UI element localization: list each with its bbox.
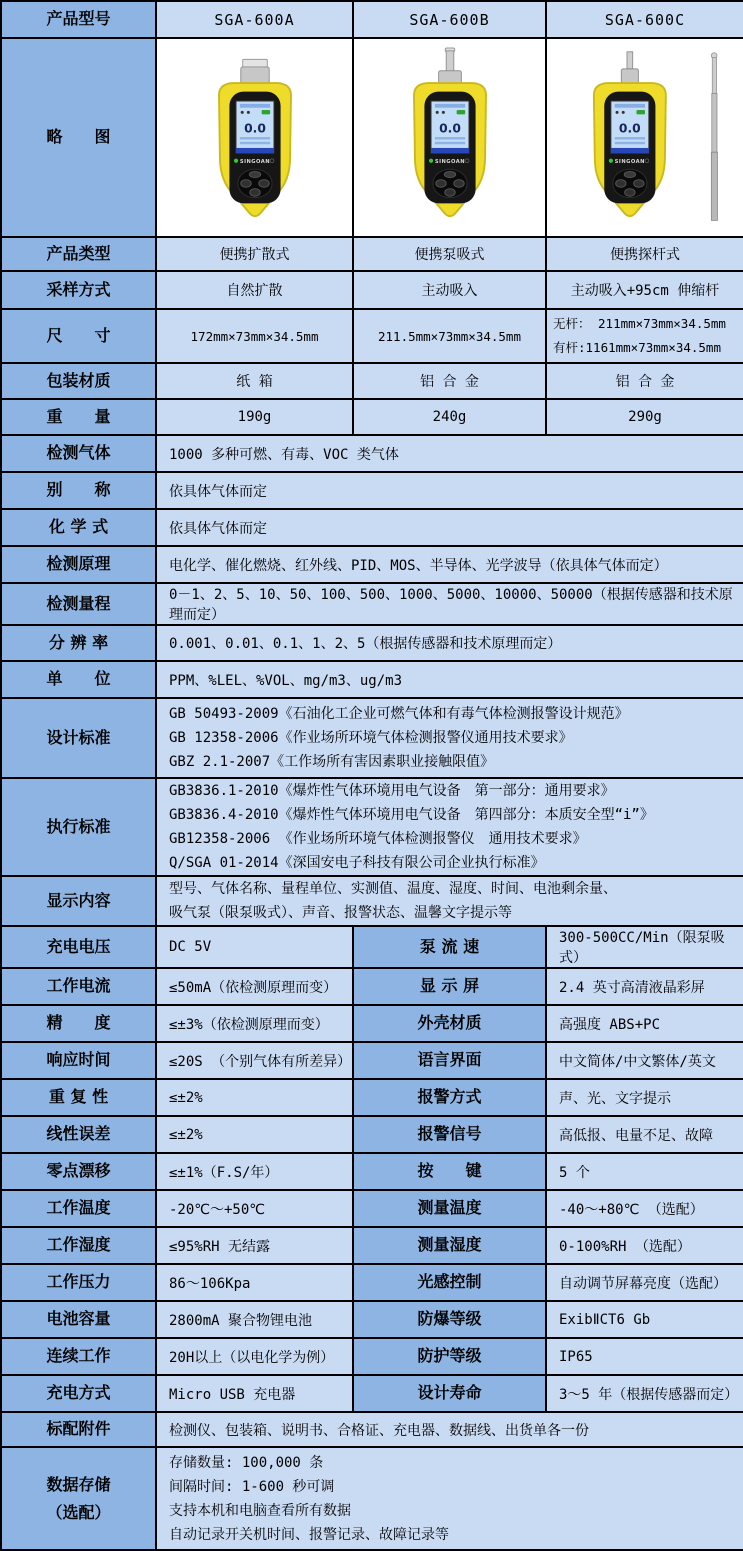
spec-label-alarm-type: 报警方式: [353, 1079, 546, 1116]
design-standard-row: [1, 698, 743, 778]
charging-voltage-value: DC 5V: [156, 926, 353, 968]
sampling-a: 自然扩散: [156, 271, 353, 309]
sketch-cell-c: [546, 38, 743, 237]
spec-label-alarm-signal: 报警信号: [353, 1116, 546, 1153]
spec-label-working-current: 工作电流: [1, 968, 156, 1005]
working-pressure-value: 86～106Kpa: [156, 1264, 353, 1301]
working-current-row: [1, 968, 743, 1005]
chemical-formula-value: 依具体气体而定: [156, 509, 743, 546]
spec-label-charging-method: 充电方式: [1, 1375, 156, 1412]
device-brand-text: SINGOAN: [239, 158, 270, 165]
row-label-sketch: 略 图: [1, 38, 156, 237]
dimensions-row: [1, 309, 743, 363]
spec-label-design-life: 设计寿命: [353, 1375, 546, 1412]
spec-label-design-standard: 设计标准: [1, 698, 156, 778]
spec-label-explosion-proof: 防爆等级: [353, 1301, 546, 1338]
data-storage-line1: 存储数量: 100,000 条: [169, 1454, 324, 1471]
design-standard-line1: GB 50493-2009《石油化工企业可燃气体和有毒气体检测报警设计规范》: [169, 706, 629, 722]
design-standard-line2: GB 12358-2006《作业场所环境气体检测报警仪通用技术要求》: [169, 730, 573, 746]
data-storage-row: [1, 1447, 743, 1550]
spec-label-language: 语言界面: [353, 1042, 546, 1079]
execution-standard-row: [1, 778, 743, 876]
charging-method-value: Micro USB 充电器: [156, 1375, 353, 1412]
telescopic-rod: [711, 52, 717, 220]
charging-voltage-row: [1, 926, 743, 968]
execution-standard-line1: GB3836.1-2010《爆炸性气体环境用电气设备 第一部分：通用要求》: [169, 783, 615, 799]
spec-label-working-pressure: 工作压力: [1, 1264, 156, 1301]
data-storage-line3: 支持本机和电脑查看所有数据: [169, 1502, 351, 1519]
package-b: 铝 合 金: [353, 363, 546, 399]
weight-b: 240g: [353, 399, 546, 435]
keys-value: 5 个: [546, 1153, 743, 1190]
execution-standard-line3: GB12358-2006 《作业场所环境气体检测报警仪 通用技术要求》: [169, 831, 587, 847]
package-material-row: [1, 363, 743, 399]
spec-label-charging-voltage: 充电电压: [1, 926, 156, 968]
spec-label-linearity-error: 线性误差: [1, 1116, 156, 1153]
alias-row: [1, 472, 743, 509]
detect-range-row: [1, 583, 743, 625]
model-sga-600b: SGA-600B: [353, 1, 546, 38]
dimensions-a: 172mm×73mm×34.5mm: [156, 309, 353, 363]
product-image-probe-detector: [555, 43, 735, 233]
spec-label-shell-material: 外壳材质: [353, 1005, 546, 1042]
spec-label-chemical-formula: 化 学 式: [1, 509, 156, 546]
product-type-row: [1, 237, 743, 271]
dimensions-c: [546, 309, 743, 363]
spec-label-unit: 单 位: [1, 661, 156, 698]
working-temp-value: -20℃～+50℃: [156, 1190, 353, 1227]
chemical-formula-row: [1, 509, 743, 546]
spec-label-data-storage: [1, 1447, 156, 1550]
model-sga-600c: SGA-600C: [546, 1, 743, 38]
working-current-value: ≤50mA（依检测原理而变）: [156, 968, 353, 1005]
spec-label-continuous-work: 连续工作: [1, 1338, 156, 1375]
repeatability-value: ≤±2%: [156, 1079, 353, 1116]
pump-flow-value: 300-500CC/Min（限泵吸式）: [546, 926, 743, 968]
response-time-value: ≤20S （个别气体有所差异）: [156, 1042, 353, 1079]
product-image-pump-detector: [360, 43, 540, 233]
unit-row: [1, 661, 743, 698]
working-humidity-row: [1, 1227, 743, 1264]
resolution-row: [1, 625, 743, 661]
row-label-model: 产品型号: [1, 1, 156, 38]
weight-a: 190g: [156, 399, 353, 435]
model-sga-600a: SGA-600A: [156, 1, 353, 38]
weight-row: [1, 399, 743, 435]
sketch-row: [1, 38, 743, 237]
spec-label-display-content: 显示内容: [1, 876, 156, 926]
package-c: 铝 合 金: [546, 363, 743, 399]
response-time-row: [1, 1042, 743, 1079]
sampling-c: 主动吸入+95cm 伸缩杆: [546, 271, 743, 309]
data-storage-label-line1: 数据存储: [46, 1475, 111, 1495]
detect-range-value: 0－1、2、5、10、50、100、500、1000、5000、10000、50000（根据传感器和技术原理而定）: [156, 583, 743, 625]
execution-standard-value: [156, 778, 743, 876]
zero-drift-value: ≤±1%（F.S/年）: [156, 1153, 353, 1190]
accuracy-value: ≤±3%（依检测原理而变）: [156, 1005, 353, 1042]
weight-c: 290g: [546, 399, 743, 435]
spec-label-alias: 别 称: [1, 472, 156, 509]
spec-label-resolution: 分 辨 率: [1, 625, 156, 661]
spec-label-accuracy: 精 度: [1, 1005, 156, 1042]
measure-temp-value: -40～+80℃ （选配）: [546, 1190, 743, 1227]
charging-method-row: [1, 1375, 743, 1412]
power-led: [428, 158, 432, 162]
linearity-error-row: [1, 1116, 743, 1153]
spec-label-package-material: 包装材质: [1, 363, 156, 399]
measure-humidity-value: 0-100%RH （选配）: [546, 1227, 743, 1264]
accuracy-row: [1, 1005, 743, 1042]
battery-capacity-row: [1, 1301, 743, 1338]
continuous-work-value: 20H以上（以电化学为例）: [156, 1338, 353, 1375]
working-temp-row: [1, 1190, 743, 1227]
data-storage-line2: 间隔时间: 1-600 秒可调: [169, 1478, 335, 1495]
spec-label-keys: 按 键: [353, 1153, 546, 1190]
device-screen-reading: 0.0: [438, 120, 461, 135]
dimensions-c-line2: 有杆:1161mm×73mm×34.5mm: [553, 340, 721, 355]
spec-label-sampling-method: 采样方式: [1, 271, 156, 309]
display-content-line1: 型号、气体名称、量程单位、实测值、温度、湿度、时间、电池剩余量、: [169, 881, 617, 897]
detect-principle-row: [1, 546, 743, 583]
data-storage-value: [156, 1447, 743, 1550]
working-humidity-value: ≤95%RH 无结露: [156, 1227, 353, 1264]
repeatability-row: [1, 1079, 743, 1116]
detect-principle-value: 电化学、催化燃烧、红外线、PID、MOS、半导体、光学波导（依具体气体而定）: [156, 546, 743, 583]
spec-label-battery-capacity: 电池容量: [1, 1301, 156, 1338]
dimensions-b: 211.5mm×73mm×34.5mm: [353, 309, 546, 363]
spec-label-response-time: 响应时间: [1, 1042, 156, 1079]
zero-drift-row: [1, 1153, 743, 1190]
spec-label-accessories: 标配附件: [1, 1412, 156, 1447]
power-led: [233, 158, 237, 162]
alias-value: 依具体气体而定: [156, 472, 743, 509]
dimensions-c-line1: 无杆： 211mm×73mm×34.5mm: [553, 316, 726, 331]
accessories-row: [1, 1412, 743, 1447]
sketch-cell-a: [156, 38, 353, 237]
spec-label-working-temp: 工作温度: [1, 1190, 156, 1227]
spec-label-working-humidity: 工作湿度: [1, 1227, 156, 1264]
power-led: [609, 158, 613, 162]
package-a: 纸 箱: [156, 363, 353, 399]
alarm-type-value: 声、光、文字提示: [546, 1079, 743, 1116]
design-standard-value: [156, 698, 743, 778]
shell-material-value: 高强度 ABS+PC: [546, 1005, 743, 1042]
spec-label-detect-gas: 检测气体: [1, 435, 156, 472]
display-content-line2: 吸气泵（限泵吸式）、声音、报警状态、温馨文字提示等: [169, 905, 512, 921]
device-screen-reading: 0.0: [618, 120, 641, 135]
language-value: 中文简体/中文繁体/英文: [546, 1042, 743, 1079]
sampling-method-row: [1, 271, 743, 309]
resolution-value: 0.001、0.01、0.1、1、2、5（根据传感器和技术原理而定）: [156, 625, 743, 661]
model-row: [1, 1, 743, 38]
continuous-work-row: [1, 1338, 743, 1375]
unit-value: PPM、%LEL、%VOL、mg/m3、ug/m3: [156, 661, 743, 698]
device-brand-text: SINGOAN: [434, 158, 465, 165]
design-life-value: 3～5 年（根据传感器而定）: [546, 1375, 743, 1412]
product-type-b: 便携泵吸式: [353, 237, 546, 271]
product-type-a: 便携扩散式: [156, 237, 353, 271]
spec-label-execution-standard: 执行标准: [1, 778, 156, 876]
spec-label-light-control: 光感控制: [353, 1264, 546, 1301]
display-screen-value: 2.4 英寸高清液晶彩屏: [546, 968, 743, 1005]
device-brand-text: SINGOAN: [614, 158, 645, 165]
linearity-error-value: ≤±2%: [156, 1116, 353, 1153]
explosion-proof-value: ExibⅡCT6 Gb: [546, 1301, 743, 1338]
spec-label-dimensions: 尺 寸: [1, 309, 156, 363]
spec-label-measure-temp: 测量温度: [353, 1190, 546, 1227]
display-content-value: [156, 876, 743, 926]
working-pressure-row: [1, 1264, 743, 1301]
spec-label-detect-principle: 检测原理: [1, 546, 156, 583]
spec-label-measure-humidity: 测量湿度: [353, 1227, 546, 1264]
sketch-cell-b: [353, 38, 546, 237]
spec-label-weight: 重 量: [1, 399, 156, 435]
spec-label-zero-drift: 零点漂移: [1, 1153, 156, 1190]
execution-standard-line2: GB3836.4-2010《爆炸性气体环境用电气设备 第四部分：本质安全型“i”》: [169, 807, 654, 823]
device-screen-reading: 0.0: [243, 120, 266, 135]
spec-label-repeatability: 重 复 性: [1, 1079, 156, 1116]
spec-label-display-screen: 显 示 屏: [353, 968, 546, 1005]
spec-label-detect-range: 检测量程: [1, 583, 156, 625]
data-storage-label-line2: （选配）: [46, 1502, 111, 1522]
detect-gas-row: [1, 435, 743, 472]
product-image-diffusion-detector: [165, 43, 345, 233]
light-control-value: 自动调节屏幕亮度（选配）: [546, 1264, 743, 1301]
data-storage-line4: 自动记录开关机时间、报警记录、故障记录等: [169, 1526, 449, 1543]
spec-label-protection-class: 防护等级: [353, 1338, 546, 1375]
design-standard-line3: GBZ 2.1-2007《工作场所有害因素职业接触限值》: [169, 754, 495, 770]
spec-label-pump-flow: 泵 流 速: [353, 926, 546, 968]
display-content-row: [1, 876, 743, 926]
sampling-b: 主动吸入: [353, 271, 546, 309]
detect-gas-value: 1000 多种可燃、有毒、VOC 类气体: [156, 435, 743, 472]
accessories-value: 检测仪、包装箱、说明书、合格证、充电器、数据线、出货单各一份: [156, 1412, 743, 1447]
battery-capacity-value: 2800mA 聚合物锂电池: [156, 1301, 353, 1338]
alarm-signal-value: 高低报、电量不足、故障: [546, 1116, 743, 1153]
product-type-c: 便携探杆式: [546, 237, 743, 271]
execution-standard-line4: Q/SGA 01-2014《深国安电子科技有限公司企业执行标准》: [169, 855, 545, 871]
spec-label-product-type: 产品类型: [1, 237, 156, 271]
protection-class-value: IP65: [546, 1338, 743, 1375]
